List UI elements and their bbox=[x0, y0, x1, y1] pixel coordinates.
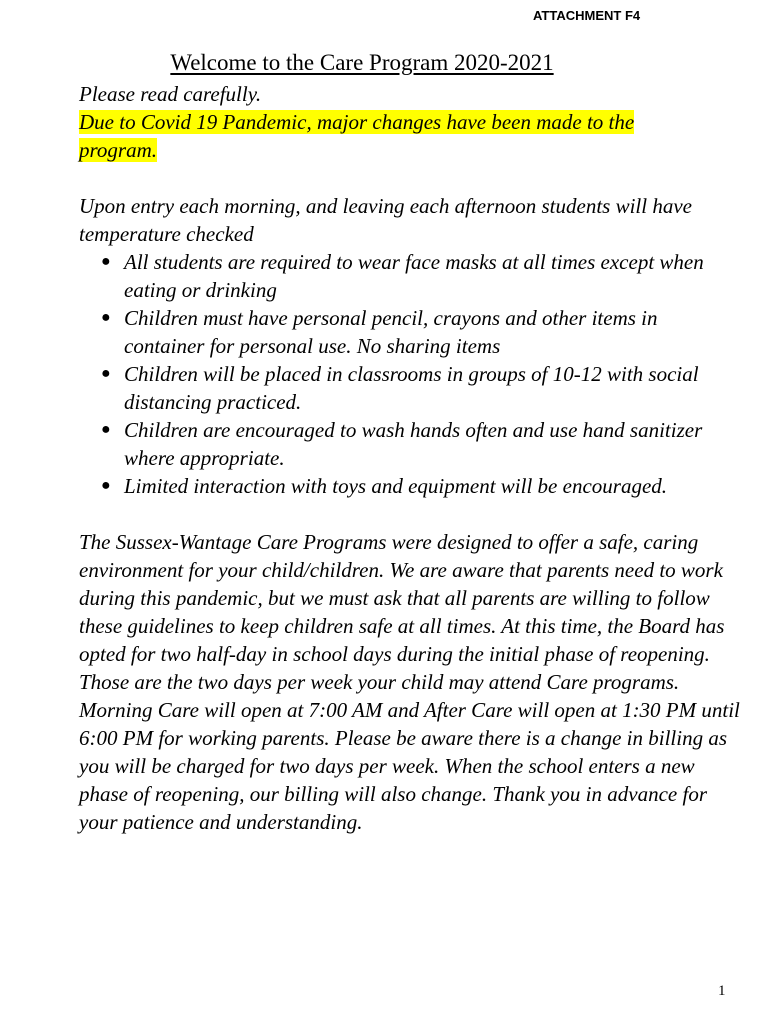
list-item-text: All students are required to wear face masks at all times except when eating or drinking bbox=[124, 250, 704, 302]
spacer bbox=[79, 500, 739, 528]
list-item bbox=[79, 472, 714, 500]
bullet-icon: ● bbox=[101, 365, 111, 382]
covid-notice-highlight: Due to Covid 19 Pandemic, major changes have been made to the program. bbox=[79, 110, 635, 162]
covid-notice bbox=[79, 108, 689, 164]
guidelines-list bbox=[79, 248, 739, 500]
read-carefully-text: Please read carefully. bbox=[79, 82, 262, 106]
list-item bbox=[79, 416, 714, 472]
page-title: Welcome to the Care Program 2020-2021 bbox=[170, 50, 554, 75]
bullet-icon: ● bbox=[101, 253, 111, 270]
document-body bbox=[79, 80, 739, 836]
bullet-icon: ● bbox=[101, 309, 111, 326]
list-item-text: Children are encouraged to wash hands often and use hand sanitizer where appropriate. bbox=[124, 418, 703, 470]
list-item bbox=[79, 304, 714, 360]
list-item-text: Children will be placed in classrooms in groups of 10-12 with social distancing practiced. bbox=[124, 362, 699, 414]
attachment-label: ATTACHMENT F4 bbox=[533, 8, 641, 23]
bullet-icon: ● bbox=[101, 477, 111, 494]
list-item-text: Children must have personal pencil, crayons and other items in container for personal use. No sharing items bbox=[124, 306, 658, 358]
page-number: 1 bbox=[718, 983, 726, 999]
list-item-text: Limited interaction with toys and equipment will be encouraged. bbox=[124, 474, 668, 498]
spacer bbox=[79, 164, 739, 192]
list-item bbox=[79, 248, 714, 304]
intro-text: Upon entry each morning, and leaving each afternoon students will have temperature checked bbox=[79, 194, 692, 246]
bullet-icon: ● bbox=[101, 421, 111, 438]
list-item bbox=[79, 360, 714, 416]
program-description: The Sussex-Wantage Care Programs were designed to offer a safe, caring environment for your child/children. We are aware that parents need to work during this pandemic, but we must ask that all parents are willing to follow these guidelines to keep children safe at all times. At this time, the Board has opted for two half-day in school days during the initial phase of reopening. Those are the two days per week your child may attend Care programs. Morning Care will open at 7:00 AM and After Care will open at 1:30 PM until 6:00 PM for working parents. Please be aware there is a change in billing as you will be charged for two days per week. When the school enters a new phase of reopening, our billing will also change. Thank you in advance for your patience and understanding. bbox=[79, 530, 740, 834]
